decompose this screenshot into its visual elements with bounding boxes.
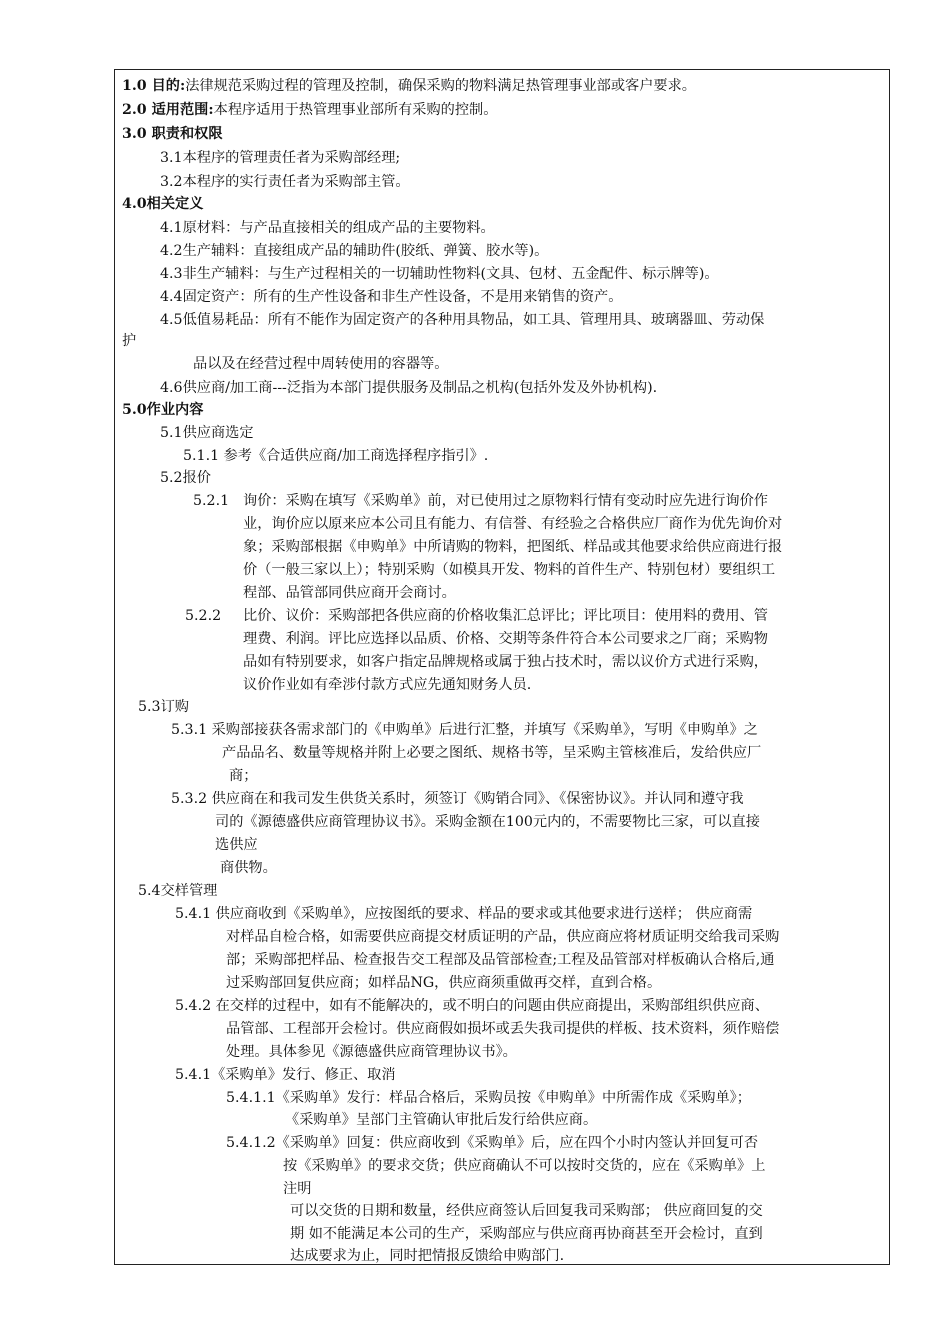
text-line: 司的《源德盛供应商管理协议书》。采购金额在100元内的，不需要物比三家，可以直接 xyxy=(215,814,760,830)
section-label: 2.0 适用范围: xyxy=(122,102,214,118)
text-line: 4.3非生产辅料：与生产过程相关的一切辅助性物料(文具、包材、五金配件、标示牌等)。 xyxy=(160,266,719,282)
subsection-heading: 5.1供应商选定 xyxy=(160,425,254,441)
text-line: 5.4.1 供应商收到《采购单》，应按图纸的要求、样品的要求或其他要求进行送样； 供应商需 xyxy=(175,906,753,922)
text-line: 比价、议价：采购部把各供应商的价格收集汇总评比；评比项目：使用料的费用、管 xyxy=(243,608,768,624)
text-line: 过采购部回复供应商；如样品NG，供应商须重做再交样，直到合格。 xyxy=(226,975,662,991)
text-line: 4.2生产辅料：直接组成产品的辅助件(胶纸、弹簧、胶水等)。 xyxy=(160,243,549,259)
text-line: 象；采购部根据《申购单》中所请购的物料，把图纸、样品或其他要求给供应商进行报 xyxy=(243,539,783,555)
subsection-heading: 5.3订购 xyxy=(138,699,189,715)
text-line: 3.2本程序的实行责任者为采购部主管。 xyxy=(160,174,410,190)
text-line: 5.4.2 在交样的过程中，如有不能解决的，或不明白的问题由供应商提出，采购部组织供应商、 xyxy=(175,998,769,1014)
text-line: 4.6供应商/加工商---泛指为本部门提供服务及制品之机构(包括外发及外协机构). xyxy=(160,380,658,396)
text-line: 品如有特别要求，如客户指定品牌规格或属于独占技术时，需以议价方式进行采购， xyxy=(243,654,768,670)
text-line: 5.1.1 参考《合适供应商/加工商选择程序指引》. xyxy=(183,448,489,464)
section-label: 1.0 目的: xyxy=(122,78,186,94)
section-heading: 5.0作业内容 xyxy=(122,402,204,418)
text-line: 3.1本程序的管理责任者为采购部经理; xyxy=(160,150,401,166)
clause-number: 5.2.2 xyxy=(185,608,222,624)
subsection-heading: 5.4.1《采购单》发行、修正、取消 xyxy=(175,1067,396,1083)
text-line: 达成要求为止，同时把情报反馈给申购部门. xyxy=(290,1248,565,1264)
text-line: 对样品自检合格，如需要供应商提交材质证明的产品，供应商应将材质证明交给我司采购 xyxy=(226,929,780,945)
text-line: 价（一般三家以上）；特别采购（如模具开发、物料的首件生产、特别包材）要组织工 xyxy=(243,562,776,578)
text-line: 理费、利润。评比应选择以品质、价格、交期等条件符合本公司要求之厂商；采购物 xyxy=(243,631,768,647)
text-line: 5.4.1.2《采购单》回复：供应商收到《采购单》后，应在四个小时内签认并回复可否 xyxy=(226,1135,759,1151)
section-purpose xyxy=(122,76,696,96)
text-line: 可以交货的日期和数量，经供应商签认后回复我司采购部； 供应商回复的交 xyxy=(290,1203,763,1219)
section-scope xyxy=(122,100,497,120)
text-line: 业，询价应以原来应本公司且有能力、有信誉、有经验之合格供应厂商作为优先询价对 xyxy=(243,516,783,532)
text-line: 议价作业如有牵涉付款方式应先通知财务人员. xyxy=(243,677,532,693)
section-text: 法律规范采购过程的管理及控制，确保采购的物料满足热管理事业部或客户要求。 xyxy=(185,78,696,94)
text-line: 品以及在经营过程中周转使用的容器等。 xyxy=(193,356,449,372)
text-line: 《采购单》呈部门主管确认审批后发行给供应商。 xyxy=(285,1112,598,1128)
text-line: 护 xyxy=(122,333,137,349)
section-heading: 4.0相关定义 xyxy=(122,196,204,212)
text-line: 5.4.1.1《采购单》发行：样品合格后，采购员按《申购单》中所需作成《采购单》； xyxy=(226,1090,751,1106)
text-line: 部；采购部把样品、检查报告交工程部及品管部检查;工程及品管部对样板确认合格后,通 xyxy=(226,952,775,968)
text-line: 处理。具体参见《源德盛供应商管理协议书》。 xyxy=(226,1044,517,1060)
text-line: 产品品名、数量等规格并附上必要之图纸、规格书等，呈采购主管核准后，发给供应厂 xyxy=(222,745,762,761)
text-line: 商； xyxy=(229,768,258,784)
subsection-heading: 5.2报价 xyxy=(160,470,211,486)
text-line: 询价：采购在填写《采购单》前，对已使用过之原物料行情有变动时应先进行询价作 xyxy=(243,493,768,509)
text-line: 5.3.2 供应商在和我司发生供货关系时，须签订《购销合同》、《保密协议》。并认同和遵守我 xyxy=(171,791,744,807)
text-line: 注明 xyxy=(283,1181,312,1197)
text-line: 品管部、工程部开会检讨。供应商假如损坏或丢失我司提供的样板、技术资料，须作赔偿 xyxy=(226,1021,780,1037)
text-line: 4.1原材料：与产品直接相关的组成产品的主要物料。 xyxy=(160,220,495,236)
text-line: 选供应 xyxy=(215,837,258,853)
text-line: 程部、品管部同供应商开会商讨。 xyxy=(243,585,456,601)
text-line: 4.4固定资产：所有的生产性设备和非生产性设备，不是用来销售的资产。 xyxy=(160,289,623,305)
text-line: 期 如不能满足本公司的生产，采购部应与供应商再协商甚至开会检讨，直到 xyxy=(290,1226,763,1242)
section-heading: 3.0 职责和权限 xyxy=(122,126,223,142)
text-line: 4.5低值易耗品：所有不能作为固定资产的各种用具物品，如工具、管理用具、玻璃器皿、劳动保 xyxy=(160,312,765,328)
text-line: 按《采购单》的要求交货；供应商确认不可以按时交货的，应在《采购单》上 xyxy=(283,1158,766,1174)
clause-number: 5.2.1 xyxy=(193,493,230,509)
section-text: 本程序适用于热管理事业部所有采购的控制。 xyxy=(213,102,498,118)
subsection-heading: 5.4交样管理 xyxy=(138,883,218,899)
text-line: 5.3.1 采购部接获各需求部门的《申购单》后进行汇整，并填写《采购单》，写明《申购单》之 xyxy=(171,722,758,738)
text-line: 商供物。 xyxy=(220,860,277,876)
